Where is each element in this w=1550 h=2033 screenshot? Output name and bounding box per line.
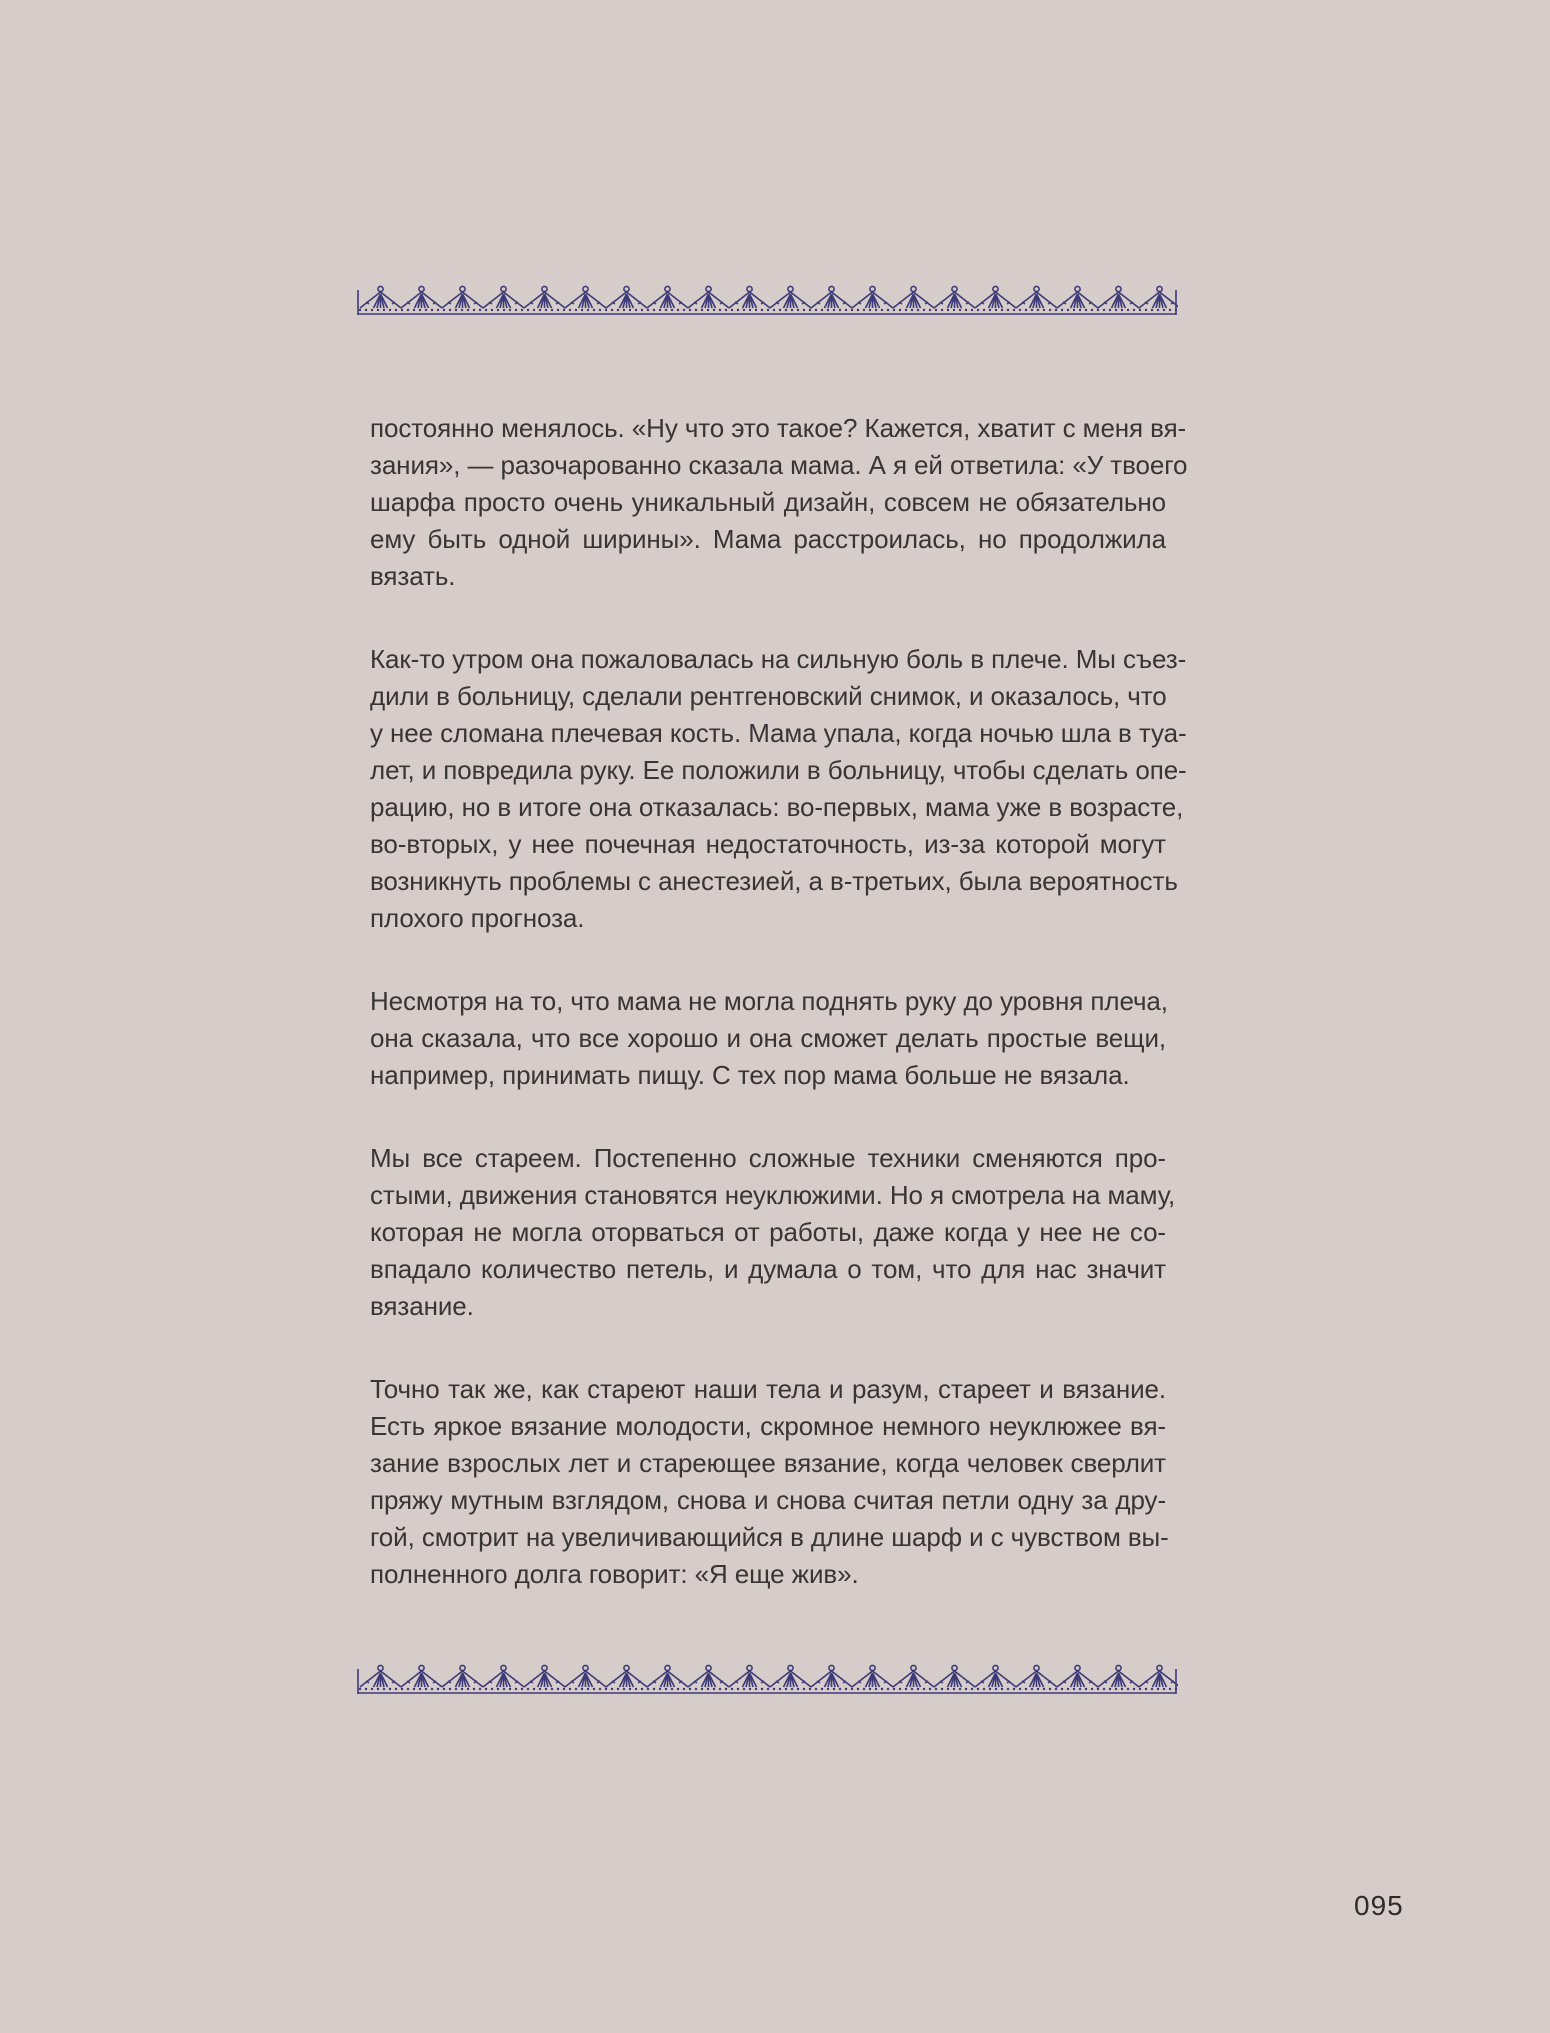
- text-line: Несмотря на то, что мама не могла поднять руку до уровня плеча,: [370, 986, 1168, 1016]
- text-line: гой, смотрит на увеличивающийся в длине шарф и с чувством вы-: [370, 1522, 1169, 1552]
- text-line: Точно так же, как стареют наши тела и разум, стареет и вязание.: [370, 1374, 1166, 1404]
- paragraph: [370, 983, 1166, 1094]
- text-line: во-вторых, у нее почечная недостаточность, из-за которой могут: [370, 829, 1166, 859]
- text-line: впадало количество петель, и думала о том, что для нас значит: [370, 1254, 1166, 1284]
- text-line: вязание.: [370, 1291, 474, 1321]
- text-line: рацию, но в итоге она отказалась: во-первых, мама уже в возрасте,: [370, 792, 1184, 822]
- text-line: зания», — разочарованно сказала мама. А я ей ответила: «У твоего: [370, 450, 1188, 480]
- crochet-border-bottom-icon: [356, 1663, 1178, 1697]
- text-line: у нее сломана плечевая кость. Мама упала, когда ночью шла в туа-: [370, 718, 1187, 748]
- paragraph: [370, 1140, 1176, 1325]
- text-line: возникнуть проблемы с анестезией, а в-третьих, была вероятность: [370, 866, 1178, 896]
- text-line: лет, и повредила руку. Ее положили в больницу, чтобы сделать опе-: [370, 755, 1187, 785]
- paragraph: [370, 410, 1188, 595]
- text-line: вязать.: [370, 561, 456, 591]
- paragraph: [370, 1371, 1169, 1593]
- text-line: Есть яркое вязание молодости, скромное немного неуклюжее вя-: [370, 1411, 1166, 1441]
- text-line: дили в больницу, сделали рентгеновский снимок, и оказалось, что: [370, 681, 1167, 711]
- text-line: шарфа просто очень уникальный дизайн, совсем не обязательно: [370, 487, 1166, 517]
- crochet-border-top-icon: [356, 284, 1178, 318]
- text-line: она сказала, что все хорошо и она сможет делать простые вещи,: [370, 1023, 1166, 1053]
- text-line: пряжу мутным взглядом, снова и снова считая петли одну за дру-: [370, 1485, 1166, 1515]
- page-number: 095: [1354, 1890, 1404, 1921]
- text-line: ему быть одной ширины». Мама расстроилась, но продолжила: [370, 524, 1166, 554]
- text-line: стыми, движения становятся неуклюжими. Но я смотрела на маму,: [370, 1180, 1176, 1210]
- body-text: [370, 410, 1188, 1639]
- text-line: зание взрослых лет и стареющее вязание, когда человек сверлит: [370, 1448, 1166, 1478]
- text-line: постоянно менялось. «Ну что это такое? Кажется, хватит с меня вя-: [370, 413, 1187, 443]
- text-line: Мы все стареем. Постепенно сложные техники сменяются про-: [370, 1143, 1166, 1173]
- text-line: например, принимать пищу. С тех пор мама больше не вязала.: [370, 1060, 1130, 1090]
- text-line: плохого прогноза.: [370, 903, 585, 933]
- text-line: которая не могла оторваться от работы, даже когда у нее не со-: [370, 1217, 1166, 1247]
- text-line: Как-то утром она пожаловалась на сильную боль в плече. Мы съез-: [370, 644, 1187, 674]
- text-line: полненного долга говорит: «Я еще жив».: [370, 1559, 859, 1589]
- paragraph: [370, 641, 1187, 937]
